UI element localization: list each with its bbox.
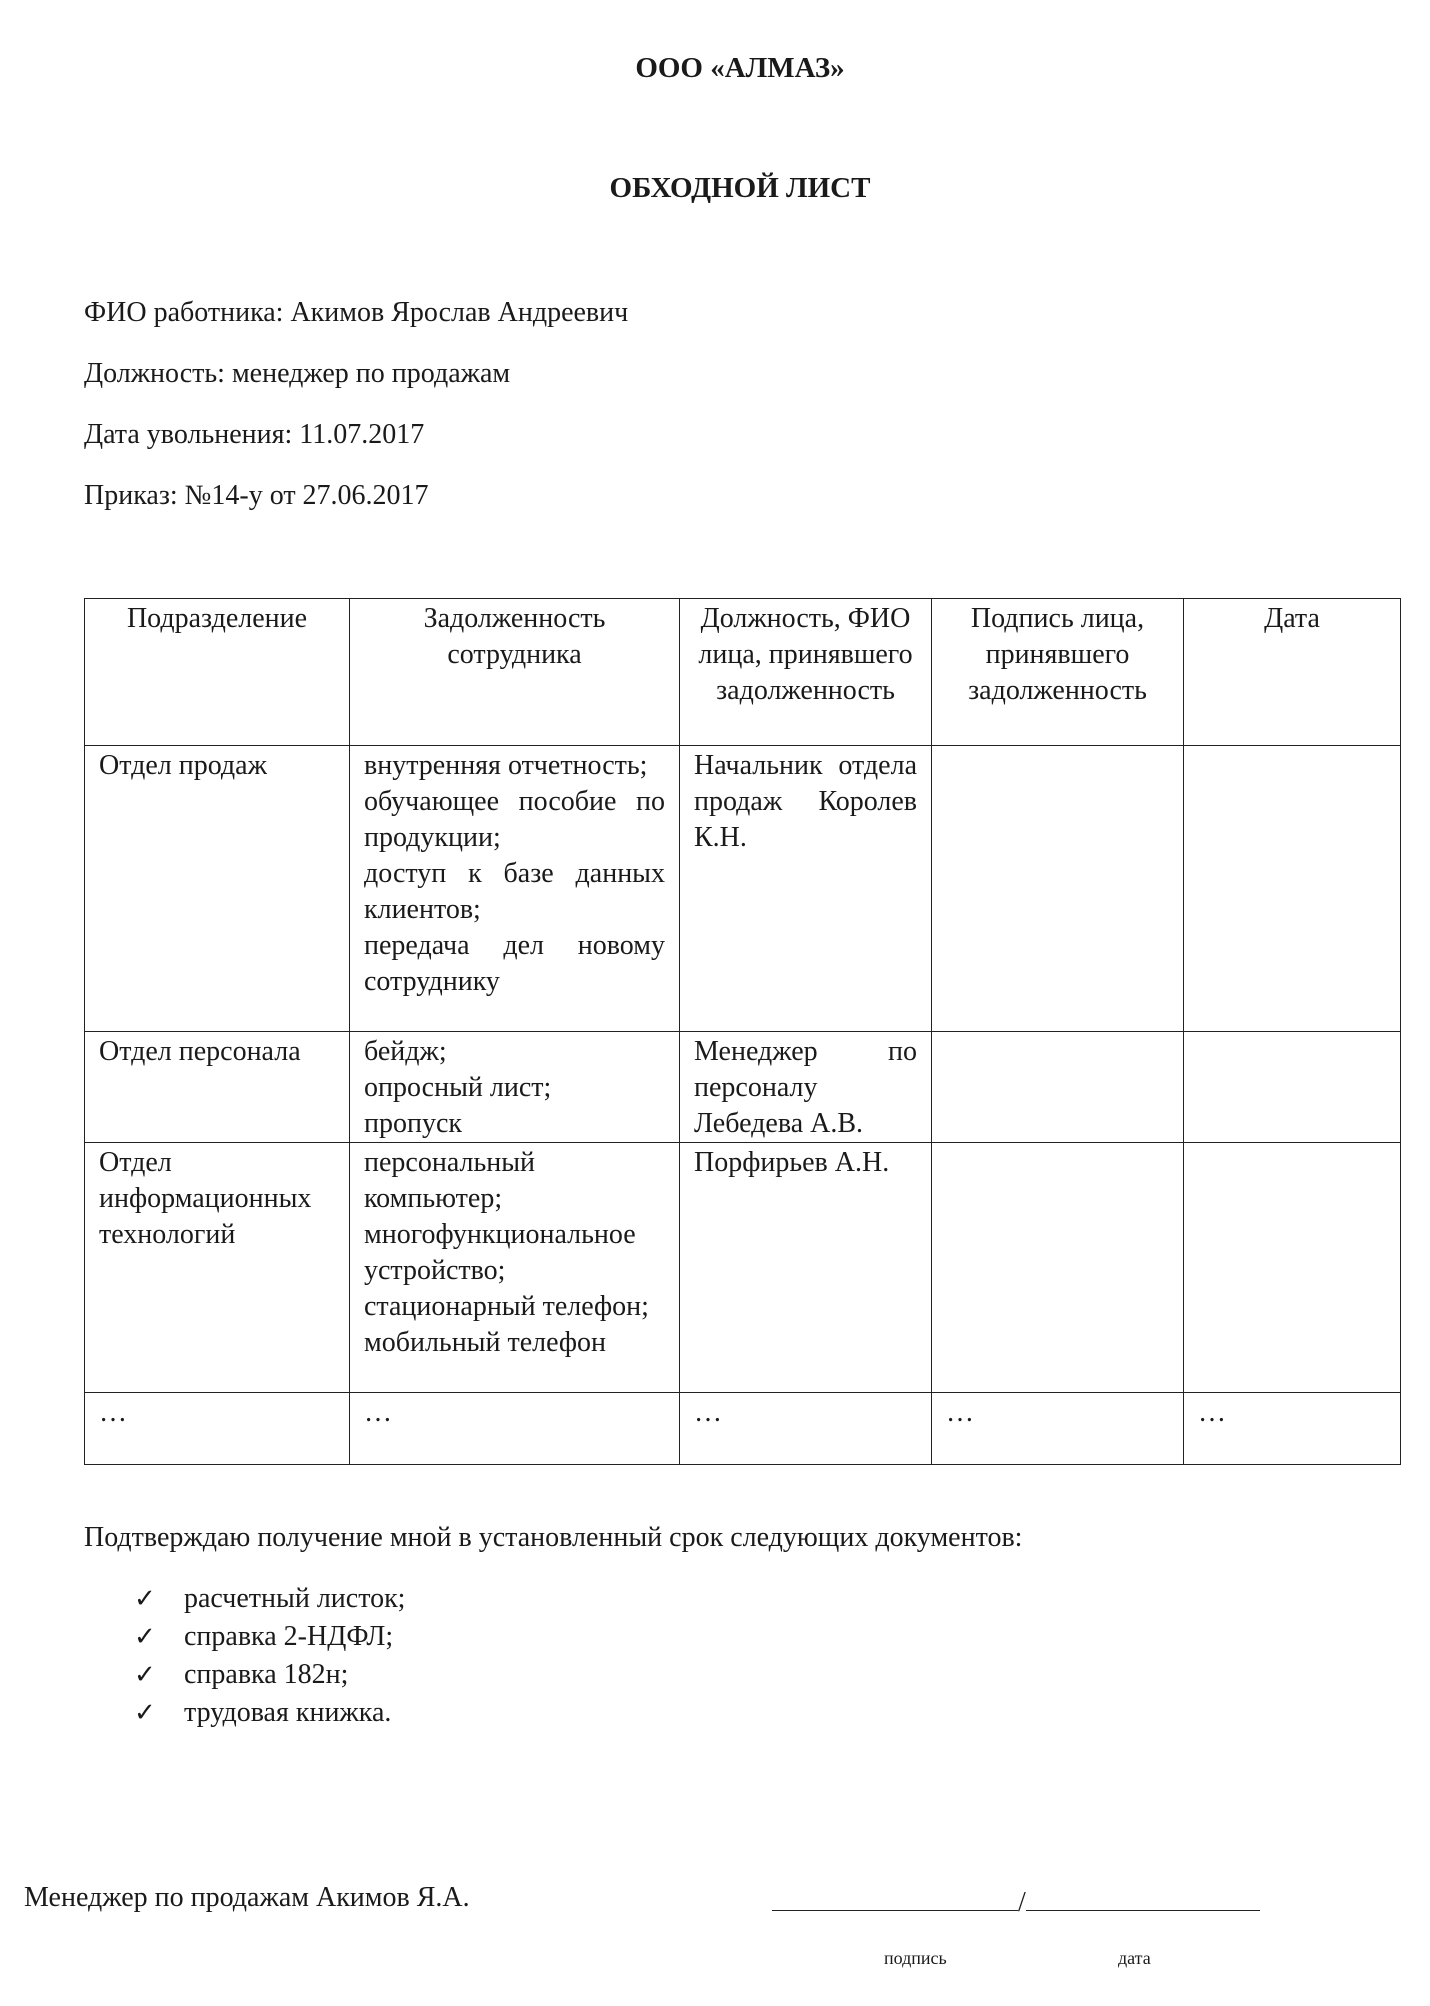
check-icon: ✓ [134, 1584, 156, 1614]
signature-blank [772, 1882, 1018, 1911]
signature-cell [932, 1143, 1184, 1393]
department-cell: Отдел продаж [85, 746, 350, 1032]
header-department: Подразделение [85, 599, 350, 746]
list-item: ✓ справка 182н; [134, 1656, 405, 1694]
header-receiver: Должность, ФИО лица, принявшего задолженность [680, 599, 932, 746]
receiver-cell: Начальник отдела продаж Королев К.Н. [680, 746, 932, 1032]
debt-item: обучающее пособие по продукции; [364, 786, 665, 853]
table-row [85, 1393, 1401, 1465]
employee-fields [84, 296, 628, 540]
debt-item: мобильный телефон [364, 1327, 607, 1358]
debt-cell: … [350, 1393, 680, 1465]
debt-item: пропуск [364, 1108, 462, 1139]
debt-item: передача дел новому сотруднику [364, 930, 665, 997]
debt-item: внутренняя отчетность; [364, 750, 648, 781]
table-row [85, 1032, 1401, 1143]
received-documents-list [134, 1580, 405, 1732]
department-cell: Отдел персонала [85, 1032, 350, 1143]
debt-item: многофункциональное устройство; [364, 1219, 636, 1286]
signature-cell [932, 1032, 1184, 1143]
company-name: ООО «АЛМАЗ» [635, 52, 845, 84]
debt-cell [350, 1143, 680, 1393]
header-date: Дата [1184, 599, 1401, 746]
debt-cell [350, 1032, 680, 1143]
date-cell: … [1184, 1393, 1401, 1465]
separator: / [1018, 1887, 1026, 1918]
order-field: Приказ: №14-у от 27.06.2017 [84, 480, 429, 511]
table-row [85, 746, 1401, 1032]
clearance-table [84, 598, 1401, 1465]
date-cell [1184, 1143, 1401, 1393]
debt-item: бейдж; [364, 1036, 447, 1067]
confirmation-text: Подтверждаю получение мной в установленный срок следующих документов: [84, 1522, 1023, 1553]
signature-line [772, 1882, 1260, 1919]
receiver-cell: … [680, 1393, 932, 1465]
signer-name: Менеджер по продажам Акимов Я.А. [24, 1882, 470, 1913]
list-item: ✓ справка 2-НДФЛ; [134, 1618, 405, 1656]
debt-item: стационарный телефон; [364, 1291, 649, 1322]
check-icon: ✓ [134, 1622, 156, 1652]
department-cell: … [85, 1393, 350, 1465]
date-cell [1184, 1032, 1401, 1143]
position-field: Должность: менеджер по продажам [84, 358, 511, 389]
date-caption: дата [1118, 1948, 1151, 1968]
receiver-cell: Менеджер по персоналу Лебедева А.В. [680, 1032, 932, 1143]
debt-item: опросный лист; [364, 1072, 552, 1103]
debt-item: доступ к базе данных клиентов; [364, 858, 665, 925]
dismissal-date-field: Дата увольнения: 11.07.2017 [84, 419, 425, 450]
check-icon: ✓ [134, 1698, 156, 1728]
header-signature: Подпись лица, принявшего задолженность [932, 599, 1184, 746]
debt-item: персональный компьютер; [364, 1147, 536, 1214]
signature-cell: … [932, 1393, 1184, 1465]
date-blank [1026, 1882, 1260, 1911]
employee-name-field: ФИО работника: Акимов Ярослав Андреевич [84, 297, 629, 328]
department-cell: Отдел информационных технологий [85, 1143, 350, 1393]
signature-cell [932, 746, 1184, 1032]
table-row [85, 1143, 1401, 1393]
signature-caption: подпись [884, 1948, 947, 1968]
check-icon: ✓ [134, 1660, 156, 1690]
debt-cell [350, 746, 680, 1032]
receiver-cell: Порфирьев А.Н. [680, 1143, 932, 1393]
table-header-row [85, 599, 1401, 746]
list-item: ✓ расчетный листок; [134, 1580, 405, 1618]
document-title: ОБХОДНОЙ ЛИСТ [609, 172, 871, 204]
list-item: ✓ трудовая книжка. [134, 1694, 405, 1732]
header-debt: Задолженность сотрудника [350, 599, 680, 746]
date-cell [1184, 746, 1401, 1032]
